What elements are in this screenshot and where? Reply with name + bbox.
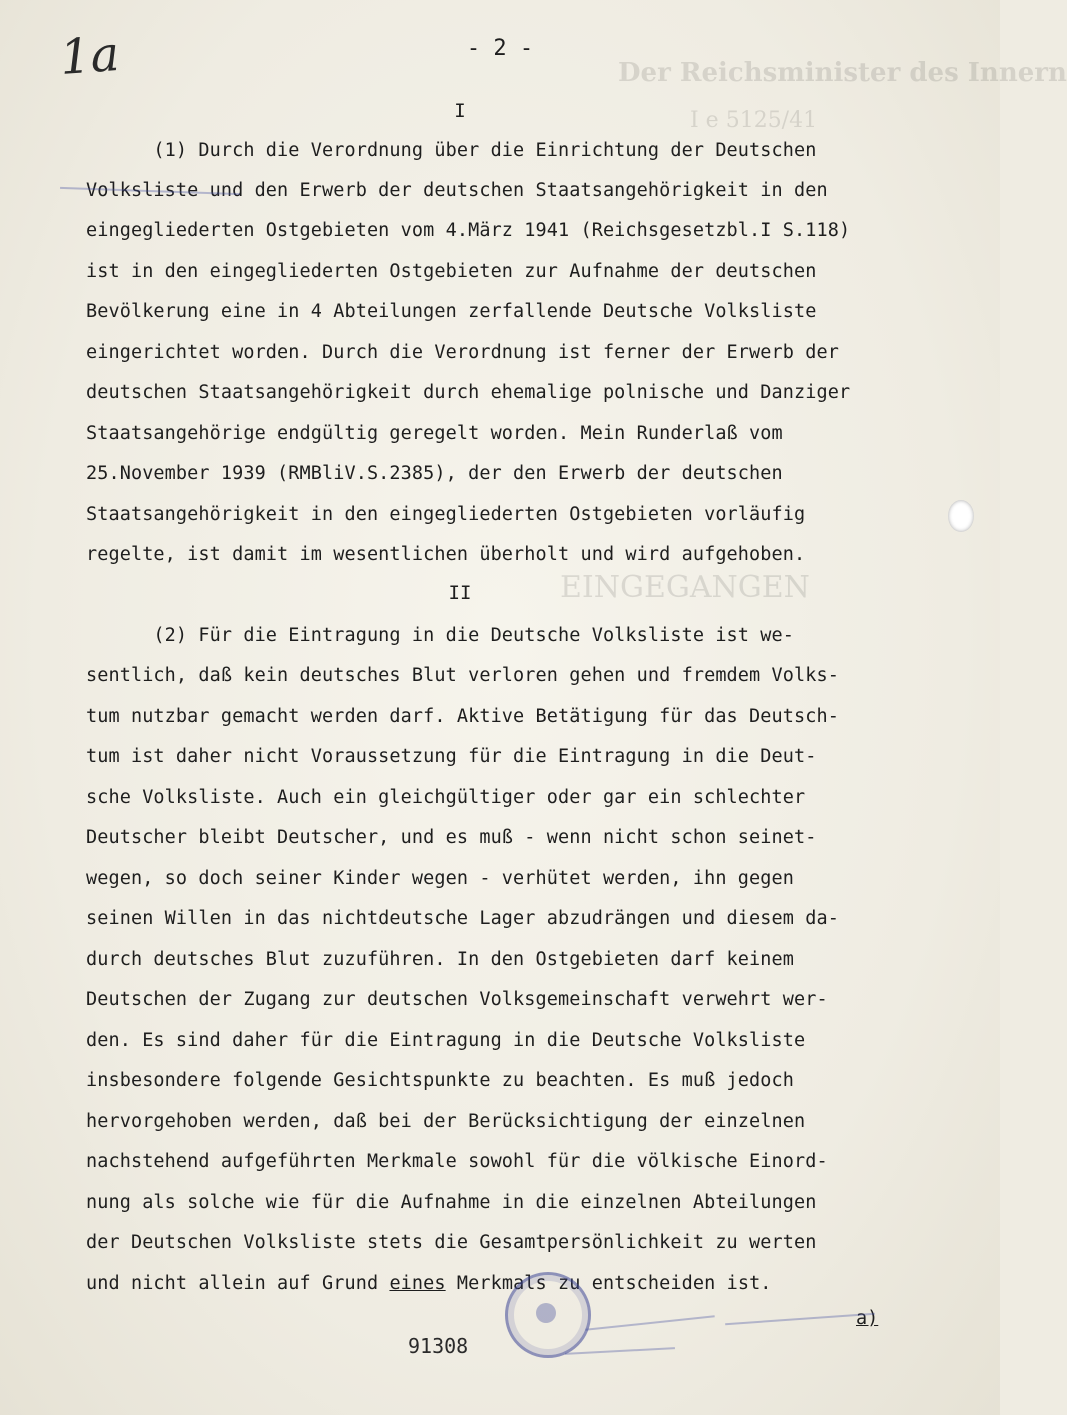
text-line: sentlich, daß kein deutsches Blut verloren gehen und fremdem Volks- <box>86 665 839 686</box>
text-line: seinen Willen in das nichtdeutsche Lager abzudrängen und diesem da- <box>86 908 839 929</box>
text-line: eingerichtet worden. Durch die Verordnung ist ferner der Erwerb der <box>86 342 839 363</box>
show-through-received-stamp: EINGEGANGEN <box>560 570 810 605</box>
handwriting-stroke <box>725 1313 875 1325</box>
text-line: regelte, ist damit im wesentlichen überholt und wird aufgehoben. <box>86 544 806 565</box>
text-line: hervorgehoben werden, daß bei der Berücksichtigung der einzelnen <box>86 1111 806 1132</box>
text-line: Volksliste und den Erwerb der deutschen Staatsangehörigkeit in den <box>86 180 828 201</box>
text-line: wegen, so doch seiner Kinder wegen - verhütet werden, ihn gegen <box>86 868 794 889</box>
text-line: der Deutschen Volksliste stets die Gesamtpersönlichkeit zu werten <box>86 1232 817 1253</box>
text-line: Deutscher bleibt Deutscher, und es muß - wenn nicht schon seinet- <box>86 827 817 848</box>
show-through-reference: I e 5125/41 <box>690 108 818 133</box>
text-line: sche Volksliste. Auch ein gleichgültiger oder gar ein schlechter <box>86 787 806 808</box>
text-line: den. Es sind daher für die Eintragung in die Deutsche Volksliste <box>86 1030 806 1051</box>
page-number: - 2 - <box>466 36 534 61</box>
text-line: nung als solche wie für die Aufnahme in die einzelnen Abteilungen <box>86 1192 817 1213</box>
handwriting-stroke <box>565 1347 675 1355</box>
text-line: nachstehend aufgeführten Merkmale sowohl für die völkische Einord- <box>86 1151 828 1172</box>
archive-stamp-icon <box>505 1272 591 1358</box>
show-through-letterhead: Der Reichsminister des Innern <box>618 58 1067 88</box>
continuation-marker: a) <box>856 1308 879 1329</box>
text-line: tum nutzbar gemacht werden darf. Aktive Betätigung für das Deutsch- <box>86 706 839 727</box>
text-line: Staatsangehörigkeit in den eingegliederten Ostgebieten vorläufig <box>86 504 806 525</box>
text-line: Deutschen der Zugang zur deutschen Volksgemeinschaft verwehrt wer- <box>86 989 828 1010</box>
text-line: eingegliederten Ostgebieten vom 4.März 1941 (Reichsgesetzbl.I S.118) <box>86 220 851 241</box>
archive-number: 91308 <box>408 1334 469 1358</box>
text-line: (1) Durch die Verordnung über die Einrichtung der Deutschen <box>86 140 817 161</box>
text-line: tum ist daher nicht Voraussetzung für die Eintragung in die Deut- <box>86 746 817 767</box>
text-line: Staatsangehörige endgültig geregelt worden. Mein Runderlaß vom <box>86 423 783 444</box>
text-line: insbesondere folgende Gesichtspunkte zu beachten. Es muß jedoch <box>86 1070 794 1091</box>
underlined-word: eines <box>389 1273 446 1294</box>
section-one-heading: I <box>454 100 466 122</box>
text-line: ist in den eingegliederten Ostgebieten zur Aufnahme der deutschen <box>86 261 817 282</box>
text-line: Bevölkerung eine in 4 Abteilungen zerfallende Deutsche Volksliste <box>86 301 817 322</box>
section-two-heading: II <box>448 582 472 604</box>
punch-hole-icon <box>948 500 974 532</box>
text-line: deutschen Staatsangehörigkeit durch ehemalige polnische und Danziger <box>86 382 851 403</box>
handwriting-stroke <box>585 1315 714 1331</box>
text-line: durch deutsches Blut zuzuführen. In den Ostgebieten darf keinem <box>86 949 794 970</box>
text-line: (2) Für die Eintragung in die Deutsche Volksliste ist we- <box>86 625 794 646</box>
text-line-last: und nicht allein auf Grund eines Merkmals zu entscheiden ist. <box>86 1273 772 1294</box>
text-line: 25.November 1939 (RMBliV.S.2385), der den Erwerb der deutschen <box>86 463 783 484</box>
handwritten-mark: 1a <box>58 26 122 86</box>
